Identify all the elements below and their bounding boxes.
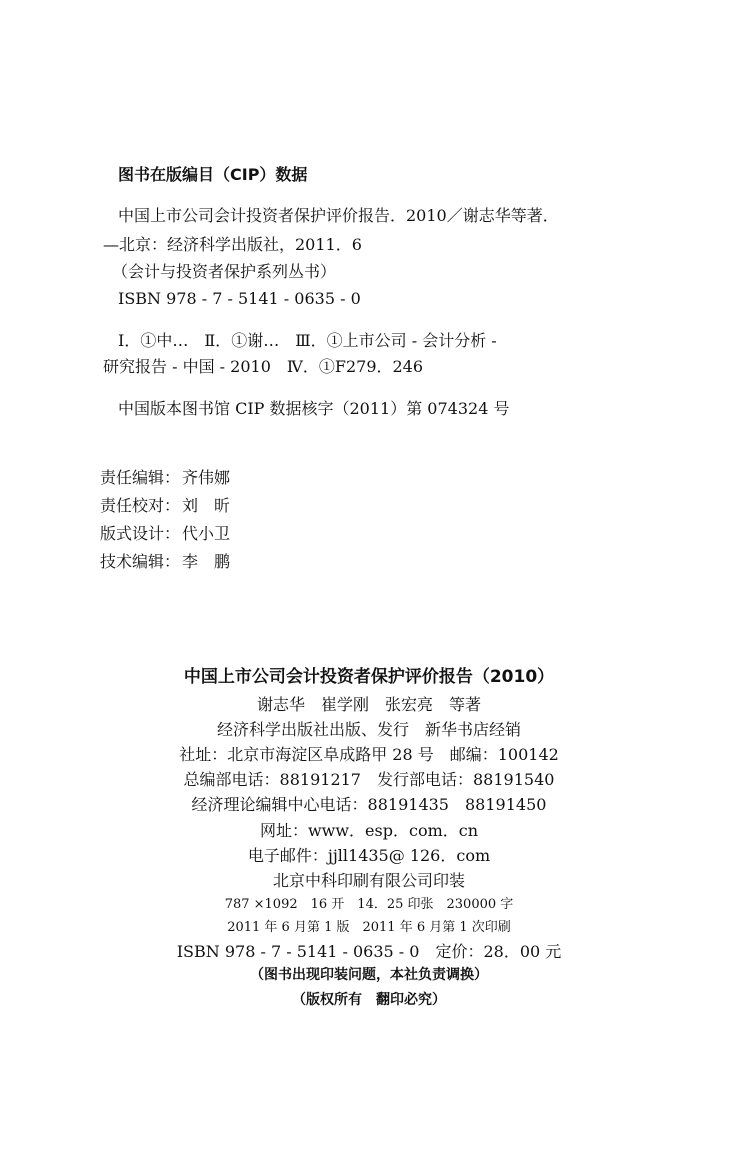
colophon-printer: 北京中科印刷有限公司印装 <box>272 871 465 890</box>
cip-heading: 图书在版编目（CIP）数据 <box>118 165 308 184</box>
colophon-format: 787 ×1092 16 开 14．25 印张 230000 字 <box>224 897 514 912</box>
credit-value: 齐伟娜 <box>182 468 231 487</box>
cip-line-classification: Ⅰ．①中… Ⅱ．①谢… Ⅲ．①上市公司 - 会计分析 - <box>118 331 497 350</box>
cip-line-title: 中国上市公司会计投资者保护评价报告．2010／谢志华等著． <box>118 206 559 225</box>
credit-label: 版式设计： <box>100 524 181 543</box>
colophon-edition: 2011 年 6 月第 1 版 2011 年 6 月第 1 次印刷 <box>227 920 511 935</box>
credit-label: 技术编辑： <box>100 552 181 571</box>
cip-line-isbn: ISBN 978 - 7 - 5141 - 0635 - 0 <box>118 289 361 308</box>
colophon-email: 电子邮件：jjll1435@ 126．com <box>247 846 491 865</box>
credit-label: 责任校对： <box>100 496 181 515</box>
credit-label: 责任编辑： <box>100 468 181 487</box>
colophon-address: 社址：北京市海淀区阜成路甲 28 号 邮编：100142 <box>179 745 559 764</box>
credit-responsible-editor <box>100 468 230 488</box>
credit-layout-designer <box>100 524 230 544</box>
colophon-note-printing-issues: （图书出现印装问题，本社负责调换） <box>250 967 488 983</box>
cip-line-publisher: —北京：经济科学出版社，2011．6 <box>103 235 362 254</box>
cip-line-series: （会计与投资者保护系列丛书） <box>112 262 337 281</box>
credit-proofreader <box>100 496 230 516</box>
colophon-editing-center: 经济理论编辑中心电话：88191435 88191450 <box>191 795 547 814</box>
colophon-authors: 谢志华 崔学刚 张宏亮 等著 <box>256 695 481 714</box>
colophon-publisher: 经济科学出版社出版、发行 新华书店经销 <box>216 720 521 739</box>
cip-line-record-number: 中国版本图书馆 CIP 数据核字（2011）第 074324 号 <box>118 399 510 418</box>
colophon-isbn-price: ISBN 978 - 7 - 5141 - 0635 - 0 定价：28．00 元 <box>176 942 562 961</box>
colophon-website: 网址：www．esp．com．cn <box>259 821 479 840</box>
credit-technical-editor <box>100 552 230 572</box>
cip-line-classification-cont: 研究报告 - 中国 - 2010 Ⅳ．①F279．246 <box>103 357 424 376</box>
colophon-title: 中国上市公司会计投资者保护评价报告（2010） <box>183 667 555 687</box>
credit-value: 刘 昕 <box>182 496 231 515</box>
colophon-note-copyright: （版权所有 翻印必究） <box>292 992 446 1008</box>
credit-value: 代小卫 <box>182 524 231 543</box>
colophon-phones: 总编部电话：88191217 发行部电话：88191540 <box>183 770 555 789</box>
credit-value: 李 鹏 <box>182 552 231 571</box>
